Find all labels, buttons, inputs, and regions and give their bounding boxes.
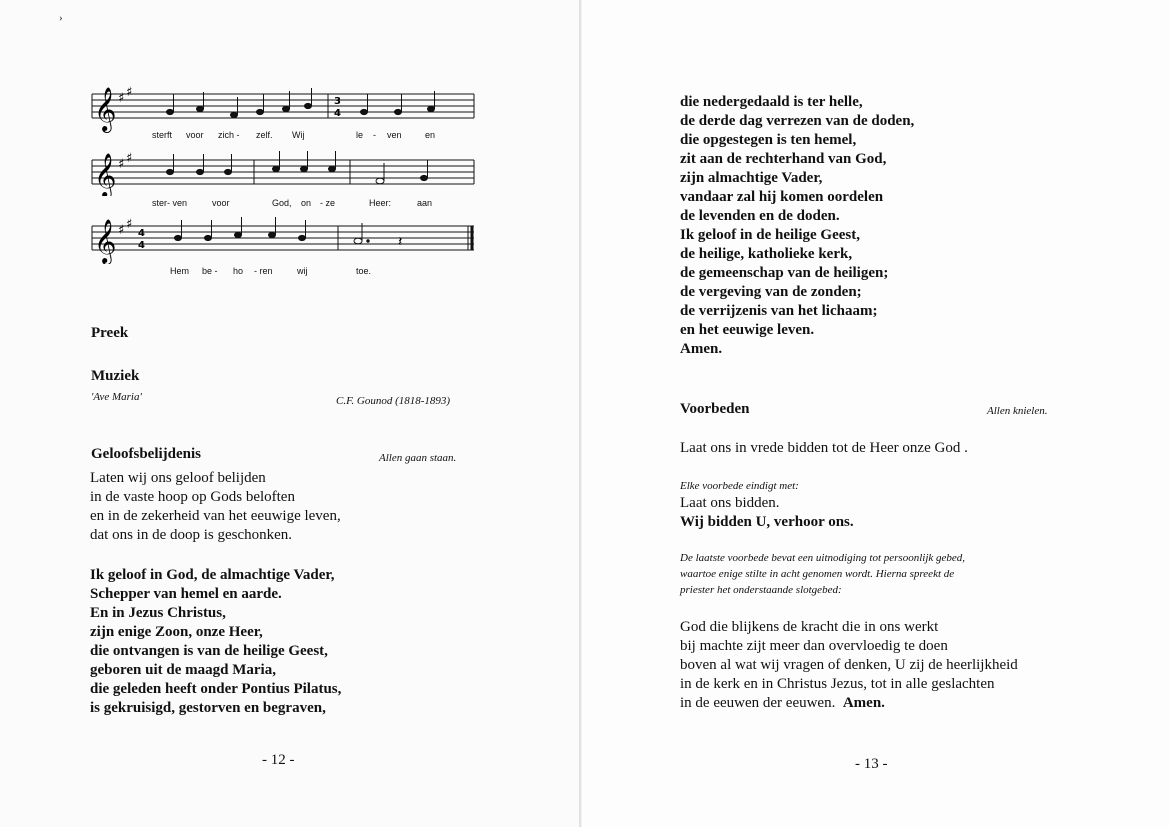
svg-text:♯: ♯ xyxy=(118,157,125,172)
creed-line: Ik geloof in de heilige Geest, xyxy=(680,227,860,243)
creed-line: de verrijzenis van het lichaam; xyxy=(680,303,878,319)
rubric-stand: Allen gaan staan. xyxy=(379,452,457,464)
response-line: Wij bidden U, verhoor ons. xyxy=(680,514,854,530)
lyric: le xyxy=(356,130,364,140)
text-line: en in de zekerheid van het eeuwige leven, xyxy=(90,508,341,524)
creed-line: die nedergedaald is ter helle, xyxy=(680,94,863,110)
lyric: zich - xyxy=(218,130,240,140)
svg-text:♯: ♯ xyxy=(126,151,133,166)
muziek-heading: Muziek xyxy=(91,368,140,384)
creed-line: de derde dag verrezen van de doden, xyxy=(680,113,915,129)
creed-line: Ik geloof in God, de almachtige Vader, xyxy=(90,567,335,583)
treble-clef-icon: 𝄞 xyxy=(94,87,117,131)
lyric: toe. xyxy=(356,266,372,276)
prayer-line xyxy=(680,695,885,712)
lyric: Hem xyxy=(170,266,190,276)
voorbeden-intro: Laat ons in vrede bidden tot de Heer onze God . xyxy=(680,440,968,456)
lyric: God, xyxy=(272,198,292,208)
prayer-line: bij machte zijt meer dan overvloedig te doen xyxy=(680,638,948,654)
lyric: be - xyxy=(202,266,218,276)
text-line: in de vaste hoop op Gods beloften xyxy=(90,489,295,505)
creed-line: de vergeving van de zonden; xyxy=(680,284,862,300)
corner-mark: › xyxy=(59,12,63,24)
lyric: zelf. xyxy=(256,130,273,140)
svg-text:4: 4 xyxy=(138,240,145,251)
svg-text:4: 4 xyxy=(138,228,145,239)
prayer-line: God die blijkens de kracht die in ons werkt xyxy=(680,619,939,635)
music-staff-3 xyxy=(88,214,480,264)
lyric: wij xyxy=(297,266,308,276)
lyric: ho xyxy=(233,266,244,276)
book-gutter xyxy=(579,0,582,827)
lyric: - ren xyxy=(254,266,273,276)
creed-line: Schepper van hemel en aarde. xyxy=(90,586,282,602)
creed-line: zijn almachtige Vader, xyxy=(680,170,823,186)
preek-heading: Preek xyxy=(91,325,129,341)
text-line: dat ons in de doop is geschonken. xyxy=(90,527,293,543)
svg-text:♯: ♯ xyxy=(118,91,125,106)
creed-line: Amen. xyxy=(680,341,723,357)
text-line: Laten wij ons geloof belijden xyxy=(90,470,266,486)
prayer-amen: Amen. xyxy=(842,695,885,711)
creed-line: die geleden heeft onder Pontius Pilatus, xyxy=(90,681,342,697)
lyric: aan xyxy=(417,198,433,208)
lyric: ven xyxy=(387,130,402,140)
lyric: sterft xyxy=(152,130,173,140)
lyric: Wij xyxy=(292,130,305,140)
rubric-kneel: Allen knielen. xyxy=(987,405,1048,417)
svg-text:♯: ♯ xyxy=(126,217,133,232)
rubric-ending: Elke voorbede eindigt met: xyxy=(680,480,799,492)
creed-line: die ontvangen is van de heilige Geest, xyxy=(90,643,328,659)
voorbeden-heading: Voorbeden xyxy=(680,401,750,417)
music-piece: 'Ave Maria' xyxy=(91,391,142,403)
rubric-line: waartoe enige stilte in acht genomen wordt. Hierna spreekt de xyxy=(680,568,955,580)
lyric: on xyxy=(301,198,312,208)
geloofsbelijdenis-heading: Geloofsbelijdenis xyxy=(91,446,202,462)
treble-clef-icon: 𝄞 xyxy=(94,219,117,263)
creed-line: is gekruisigd, gestorven en begraven, xyxy=(90,700,326,716)
svg-text:4: 4 xyxy=(334,108,341,119)
rubric-line: priester het onderstaande slotgebed: xyxy=(680,584,842,596)
svg-text:3: 3 xyxy=(334,96,341,107)
lyric: - ze xyxy=(320,198,336,208)
creed-line: de heilige, katholieke kerk, xyxy=(680,246,853,262)
creed-line: zijn enige Zoon, onze Heer, xyxy=(90,624,263,640)
lyric: en xyxy=(425,130,436,140)
lyric: Heer: xyxy=(369,198,392,208)
lyric: voor xyxy=(212,198,230,208)
lyric: voor xyxy=(186,130,204,140)
lyric: - xyxy=(373,130,376,140)
creed-line: de gemeenschap van de heiligen; xyxy=(680,265,889,281)
creed-line: geboren uit de maagd Maria, xyxy=(90,662,276,678)
svg-text:♯: ♯ xyxy=(126,85,133,100)
music-staff-1 xyxy=(88,82,480,142)
creed-line: En in Jezus Christus, xyxy=(90,605,226,621)
treble-clef-icon: 𝄞 xyxy=(94,153,117,196)
prayer-line: in de kerk en in Christus Jezus, tot in alle geslachten xyxy=(680,676,995,692)
lyric: ster- ven xyxy=(152,198,188,208)
music-staff-2 xyxy=(88,148,480,196)
page-number-left: - 12 - xyxy=(262,752,295,768)
music-composer: C.F. Gounod (1818-1893) xyxy=(336,395,451,407)
creed-line: zit aan de rechterhand van God, xyxy=(680,151,887,167)
prayer-line-text: in de eeuwen der eeuwen. xyxy=(680,695,836,711)
svg-text:𝄽: 𝄽 xyxy=(398,234,403,250)
rubric-line: De laatste voorbede bevat een uitnodiging tot persoonlijk gebed, xyxy=(680,552,966,564)
creed-line: vandaar zal hij komen oordelen xyxy=(680,189,884,205)
prayer-line: boven al wat wij vragen of denken, U zij de heerlijkheid xyxy=(680,657,1018,673)
creed-line: en het eeuwige leven. xyxy=(680,322,815,338)
creed-line: die opgestegen is ten hemel, xyxy=(680,132,857,148)
page-number-right: - 13 - xyxy=(855,756,888,772)
creed-line: de levenden en de doden. xyxy=(680,208,840,224)
svg-text:♯: ♯ xyxy=(118,223,125,238)
laat-ons-bidden: Laat ons bidden. xyxy=(680,495,780,511)
